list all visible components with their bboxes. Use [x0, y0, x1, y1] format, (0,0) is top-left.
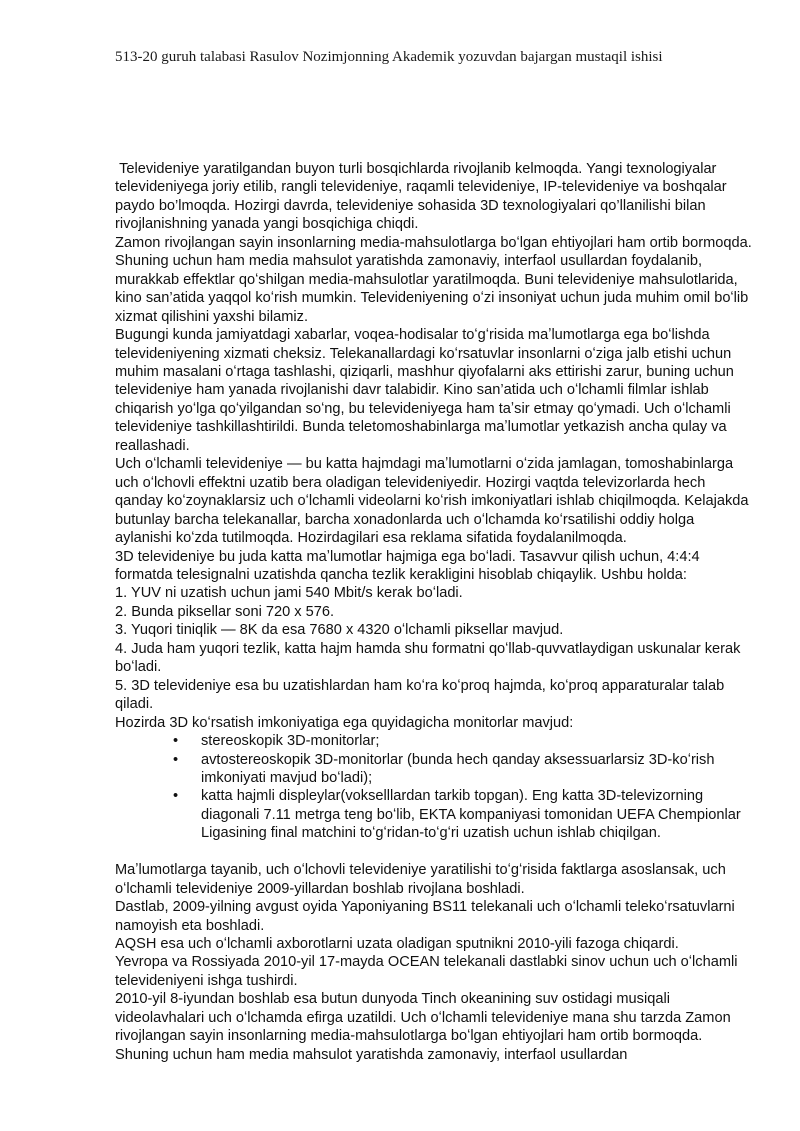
paragraph: Televideniye yaratilgandan buyon turli bosqichlarda rivojlanib kelmoqda. Yangi texnologiyalar televideniyega joriy etilib, rangli televideniye, raqamli televideniye, IP-televideniye va boshqalar paydo bo’lmoqda. Hozirgi davrda, televideniye sohasida 3D texnologiyalari qo’llanilishi bilan rivojlanishning yanada yangi bosqichiga chiqdi. [115, 161, 731, 233]
numbered-item: 3. Yuqori tiniqlik — 8K da esa 7680 x 4320 oʻlchamli piksellar mavjud. [115, 622, 564, 639]
paragraph: 2010-yil 8-iyundan boshlab esa butun dunyoda Tinch okeanining suv ostidagi musiqali videolavhalari uch oʻlchamda efirga uzatildi. Uch oʻlchamli televideniye mana shu tarzda Zamon rivojlangan sayin insonlarning media-mahsulotlarga boʻlgan ehtiyojlari ham ortib bormoqda. Shuning uchun ham media mahsulot yaratishda zamonaviy, interfaol usullardan [115, 991, 731, 1063]
paragraph: Yevropa va Rossiyada 2010-yil 17-mayda OCEAN telekanali dastlabki sinov uchun uch oʻlchamli televideniyeni ishga tushirdi. [115, 954, 738, 989]
bullet-text: stereoskopik 3D-monitorlar; [201, 733, 380, 750]
paragraph: Uch oʻlchamli televideniye — bu katta hajmdagi maʼlumotlarni oʻzida jamlagan, tomoshabinlarga uch oʻlchovli effektni uzatib bera oladigan televideniyedir. Hozirgi vaqtda televizorlarda hech qanday koʻzoynaklarsiz uch oʻlchamli videolarni koʻrish imkoniyatlari ishlab chiqilmoqda. Kelajakda butunlay barcha telekanallar, barcha xonadonlarda uch oʻlchamda koʻrsatilishi oddiy holga aylanishi koʻzda tutilmoqda. Hozirdagilari esa reklama sifatida foydalanilmoqda. [115, 456, 749, 547]
bullet-item [173, 732, 755, 750]
numbered-item: 4. Juda ham yuqori tezlik, katta hajm hamda shu formatni qoʻllab-quvvatlaydigan uskunalar kerak boʻladi. [115, 640, 741, 676]
bullet-text: katta hajmli displeylar(vokselllardan tarkib topgan). Eng katta 3D-televizorning diagonali 7.11 metrga teng boʻlib, EKTA kompaniyasi tomonidan UEFA Chempionlar Ligasining final matchini toʻgʻridan-toʻgʻri uzatish uchun ishlab chiqilgan. [201, 788, 741, 842]
paragraph: Hozirda 3D koʻrsatish imkoniyatiga ega quyidagicha monitorlar mavjud: [115, 714, 574, 731]
page-header: 513-20 guruh talabasi Rasulov Nozimjonning Akademik yozuvdan bajargan mustaqil ishisi [115, 49, 663, 65]
paragraph: AQSH esa uch oʻlchamli axborotlarni uzata oladigan sputnikni 2010-yili fazoga chiqardi. [115, 936, 679, 953]
numbered-item: 5. 3D televideniye esa bu uzatishlardan ham koʻra koʻproq hajmda, koʻproq apparaturalar talab qiladi. [115, 677, 725, 713]
bullet-item [173, 751, 755, 788]
bullet-text: avtostereoskopik 3D-monitorlar (bunda hech qanday aksessuarlarsiz 3D-koʻrish imkoniyati mavjud boʻladi); [201, 751, 715, 786]
document-body [115, 160, 755, 1064]
paragraph: Zamon rivojlangan sayin insonlarning media-mahsulotlarga boʻlgan ehtiyojlari ham ortib bormoqda. Shuning uchun ham media mahsulot yaratishda zamonaviy, interfaol usullardan foydalanib, murakkab effektlar qoʻshilgan media-mahsulotlar yaratilmoqda. Buni televideniye mahsulotlarida, kino san’atida yaqqol koʻrish mumkin. Televideniyening oʻzi insoniyat uchun juda muhim omil boʻlib xizmat qilishini yaxshi bilamiz. [115, 234, 752, 325]
bullet-item [173, 787, 755, 842]
numbered-item: 2. Bunda piksellar soni 720 x 576. [115, 603, 335, 620]
numbered-item: 1. YUV ni uzatish uchun jami 540 Mbit/s kerak boʻladi. [115, 585, 463, 602]
paragraph: Dastlab, 2009-yilning avgust oyida Yaponiyaning BS11 telekanali uch oʻlchamli telekoʻrsatuvlarni namoyish eta boshladi. [115, 899, 735, 934]
paragraph: Bugungi kunda jamiyatdagi xabarlar, voqea-hodisalar toʻgʻrisida maʼlumotlarga ega boʻlishda televideniyening xizmati cheksiz. Telekanallardagi koʻrsatuvlar insonlarni oʻziga jalb etishi uchun muhim masalani oʻrtaga tashlashi, qiziqarli, mashhur qiyofalarni aks ettirishi zarur, buning uchun televideniye ham yanada rivojlanishi davr talabidir. Kino san’atida uch oʻlchamli filmlar ishlab chiqarish yoʻlga qoʻyilgandan soʻng, bu televideniyega ham taʼsir etmay qoʻymadi. Uch oʻlchamli televideniye tashkillashtirildi. Bunda teletomoshabinlarga maʼlumotlar yetkazish ancha qulay va reallashadi. [115, 327, 734, 454]
bullet-icon: • [173, 788, 179, 805]
bullet-list [115, 732, 755, 843]
bullet-icon: • [173, 733, 179, 750]
spacer [115, 843, 755, 861]
paragraph: Maʼlumotlarga tayanib, uch oʻlchovli televideniye yaratilishi toʻgʻrisida faktlarga asoslansak, uch oʻlchamli televideniye 2009-yillardan boshlab rivojlana boshladi. [115, 862, 726, 897]
paragraph: 3D televideniye bu juda katta maʼlumotlar hajmiga ega boʻladi. Tasavvur qilish uchun, 4:4:4 formatda telesignalni uzatishda qancha tezlik kerakligini hisoblab chiqaylik. Ushbu holda: [115, 548, 700, 583]
bullet-icon: • [173, 751, 179, 768]
